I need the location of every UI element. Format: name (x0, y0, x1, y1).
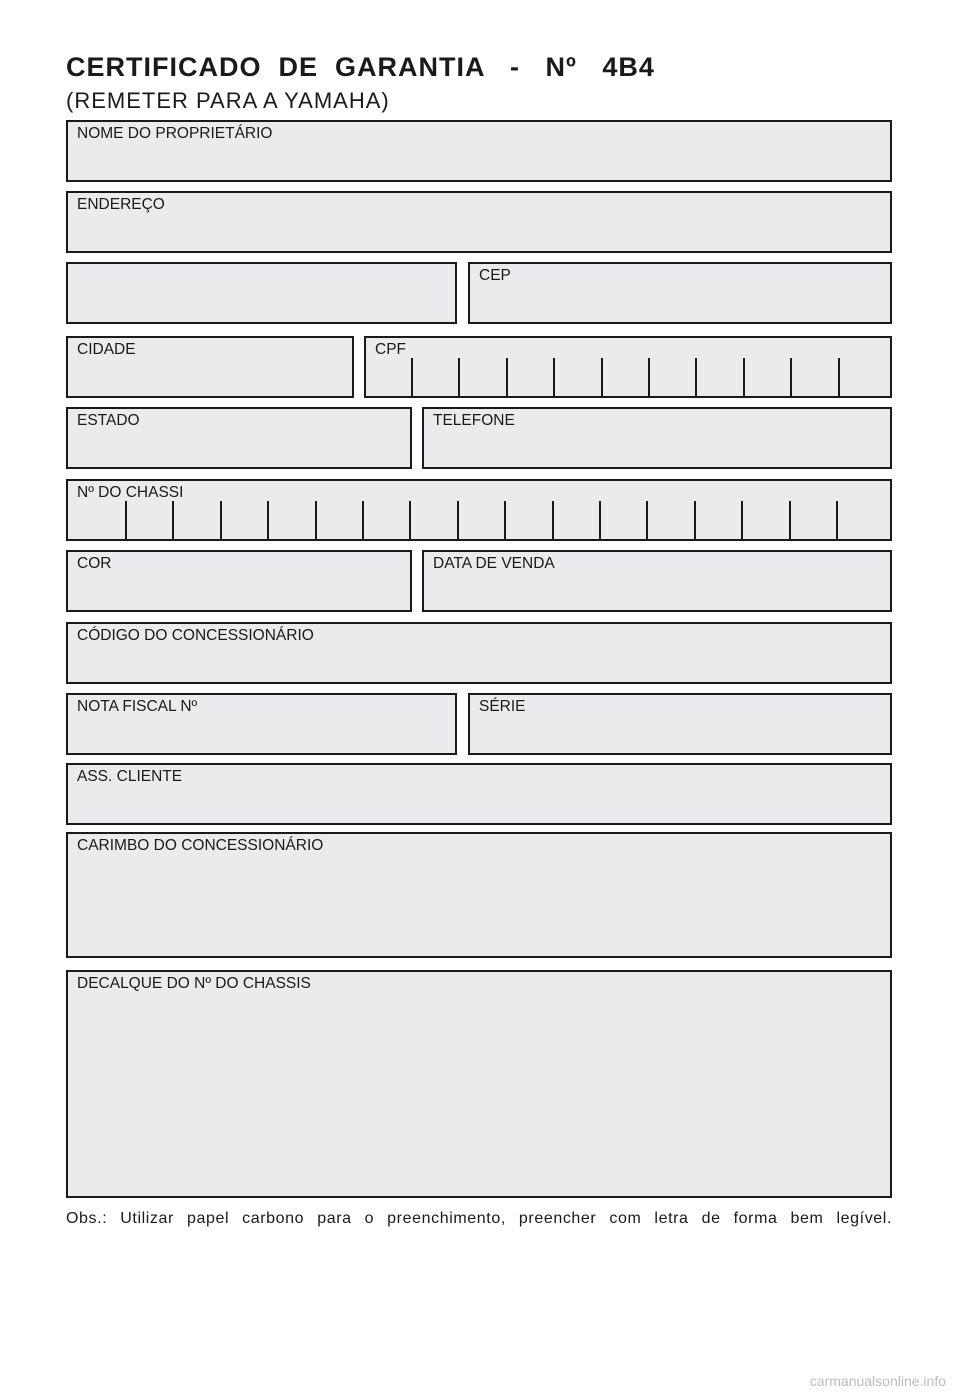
customer-signature-label: ASS. CLIENTE (77, 768, 183, 785)
digit-divider (315, 501, 317, 539)
dealer-code-field[interactable] (66, 622, 892, 684)
digit-divider (599, 501, 601, 539)
owner-name-field[interactable] (66, 120, 892, 182)
series-field[interactable] (468, 693, 892, 755)
digit-divider (125, 501, 127, 539)
digit-divider (552, 501, 554, 539)
city-field[interactable] (66, 336, 354, 398)
digit-divider (553, 358, 555, 396)
cep-label: CEP (479, 267, 511, 284)
digit-divider (506, 358, 508, 396)
digit-divider (838, 358, 840, 396)
digit-divider (362, 501, 364, 539)
digit-divider (789, 501, 791, 539)
sale-date-label: DATA DE VENDA (433, 555, 555, 572)
digit-divider (409, 501, 411, 539)
chassis-number-label: Nº DO CHASSI (77, 484, 184, 501)
invoice-number-field[interactable] (66, 693, 457, 755)
digit-divider (457, 501, 459, 539)
digit-divider (790, 358, 792, 396)
phone-field[interactable] (422, 407, 892, 469)
city-label: CIDADE (77, 341, 136, 358)
chassis-decal-label: DECALQUE DO Nº DO CHASSIS (77, 975, 311, 992)
chassis-number-field[interactable] (66, 479, 892, 541)
digit-divider (172, 501, 174, 539)
form-title: CERTIFICADO DE GARANTIA - Nº 4B4 (66, 52, 655, 82)
digit-divider (601, 358, 603, 396)
dealer-stamp-label: CARIMBO DO CONCESSIONÁRIO (77, 837, 324, 854)
invoice-number-label: NOTA FISCAL Nº (77, 698, 198, 715)
digit-divider (743, 358, 745, 396)
state-field[interactable] (66, 407, 412, 469)
series-label: SÉRIE (479, 698, 526, 715)
dealer-code-label: CÓDIGO DO CONCESSIONÁRIO (77, 627, 314, 644)
cep-field[interactable] (468, 262, 892, 324)
address-field[interactable] (66, 191, 892, 253)
digit-divider (695, 358, 697, 396)
phone-label: TELEFONE (433, 412, 515, 429)
cpf-label: CPF (375, 341, 406, 358)
digit-divider (646, 501, 648, 539)
digit-divider (267, 501, 269, 539)
form-subtitle: (REMETER PARA A YAMAHA) (66, 88, 390, 113)
address-label: ENDEREÇO (77, 196, 165, 213)
cpf-field[interactable] (364, 336, 892, 398)
color-field[interactable] (66, 550, 412, 612)
digit-divider (694, 501, 696, 539)
chassis-decal-field[interactable] (66, 970, 892, 1198)
digit-divider (458, 358, 460, 396)
customer-signature-field[interactable] (66, 763, 892, 825)
sale-date-field[interactable] (422, 550, 892, 612)
state-label: ESTADO (77, 412, 140, 429)
digit-divider (648, 358, 650, 396)
address-continuation-field[interactable] (66, 262, 457, 324)
digit-divider (504, 501, 506, 539)
color-label: COR (77, 555, 112, 572)
dealer-stamp-field[interactable] (66, 832, 892, 958)
cpf-digit-dividers (366, 358, 890, 396)
chassis-digit-dividers (68, 501, 890, 539)
owner-name-label: NOME DO PROPRIETÁRIO (77, 125, 273, 142)
watermark: carmanualsonline.info (809, 1373, 946, 1389)
digit-divider (220, 501, 222, 539)
digit-divider (411, 358, 413, 396)
digit-divider (741, 501, 743, 539)
observation-note: Obs.: Utilizar papel carbono para o preenchimento, preencher com letra de forma bem legível. (66, 1210, 892, 1227)
digit-divider (836, 501, 838, 539)
